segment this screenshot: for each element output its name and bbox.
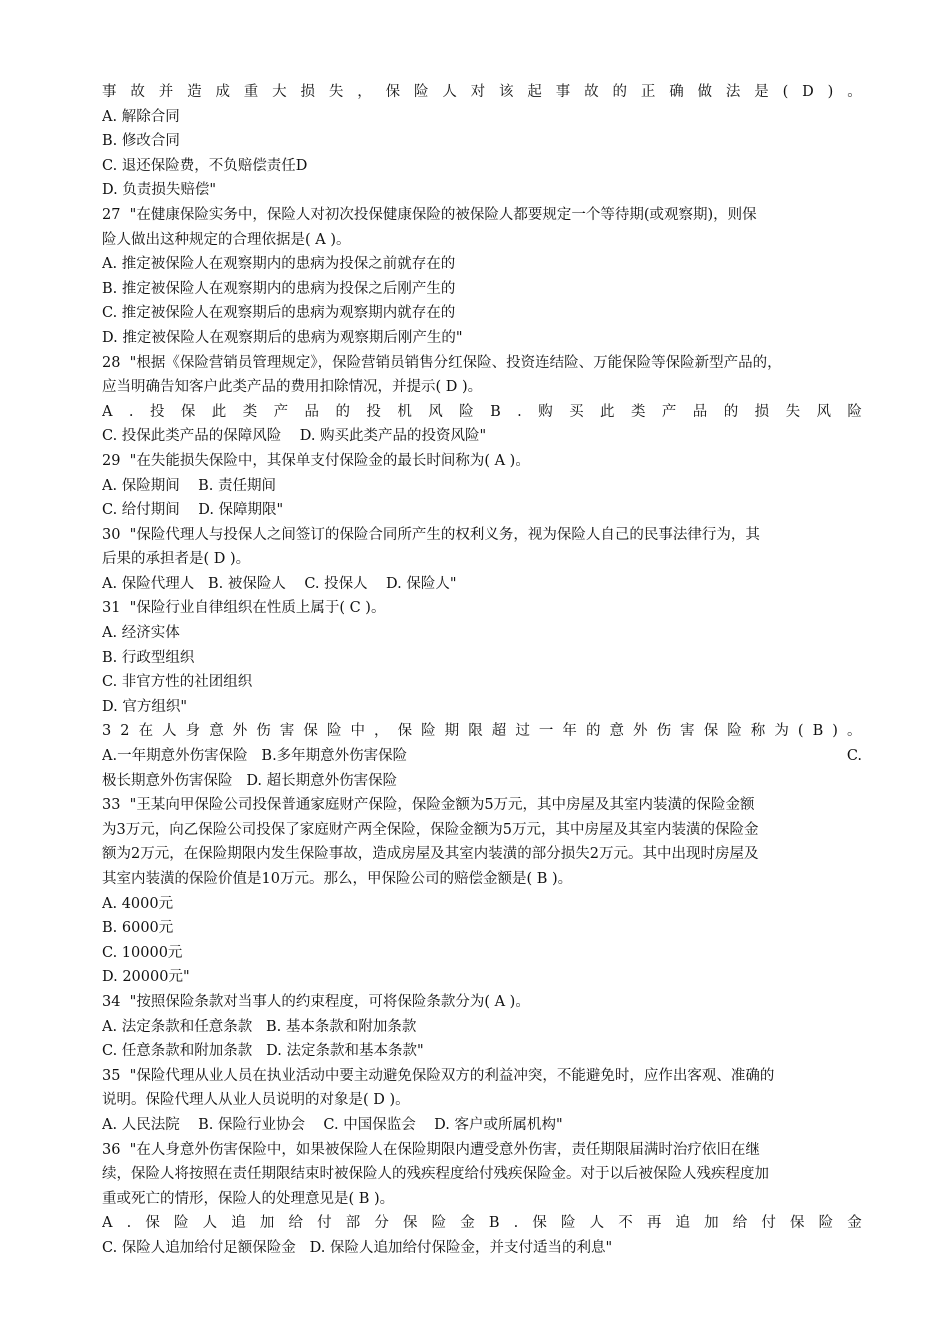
- text-line: 说明。保险代理人从业人员说明的对象是( D )。: [102, 1092, 410, 1109]
- text-line: C. 推定被保险人在观察期后的患病为观察期内就存在的: [102, 305, 456, 322]
- text-line: [102, 744, 862, 769]
- text-line: 应当明确告知客户此类产品的费用扣除情况，并提示( D )。: [102, 379, 483, 396]
- text-line: C. 非官方性的社团组织: [102, 674, 253, 691]
- text-line: 29 "在失能损失保险中，其保单支付保险金的最长时间称为( A )。: [102, 452, 530, 469]
- text-line: 险人做出这种规定的合理依据是( A )。: [102, 231, 351, 248]
- text-line: D. 官方组织": [102, 698, 187, 715]
- text-line: A . 保 险 人 追 加 给 付 部 分 保 险 金 B . 保 险 人 不 再 追 加 给 付 保 险 金: [102, 1215, 862, 1232]
- text-line: A. 经济实体: [102, 625, 180, 642]
- text-line: A. 保险期间 B. 责任期间: [102, 477, 276, 494]
- text-line: 续，保险人将按照在责任期限结束时被保险人的残疾程度给付残疾保险金。对于以后被保险人残疾程度加: [102, 1166, 769, 1183]
- text-line: 33 "王某向甲保险公司投保普通家庭财产保险，保险金额为5万元，其中房屋及其室内装潢的保险金额: [102, 797, 755, 814]
- text-line: A. 推定被保险人在观察期内的患病为投保之前就存在的: [102, 256, 456, 273]
- text-line: C. 投保此类产品的保障风险 D. 购买此类产品的投资风险": [102, 428, 487, 445]
- text-line: 为3万元，向乙保险公司投保了家庭财产两全保险，保险金额为5万元，其中房屋及其室内装潢的保险金: [102, 821, 759, 838]
- text-line: 后果的承担者是( D )。: [102, 551, 251, 568]
- text-line: A. 4000元: [102, 895, 174, 912]
- line-right-text: C.: [846, 748, 862, 765]
- text-line: C. 退还保险费，不负赔偿责任D: [102, 157, 308, 174]
- text-line: D. 推定被保险人在观察期后的患病为观察期后刚产生的": [102, 329, 463, 346]
- text-line: B. 修改合同: [102, 133, 180, 150]
- text-line: 3 2 在 人 身 意 外 伤 害 保 险 中 ， 保 险 期 限 超 过 一 年 的 意 外 伤 害 保 险 称 为 ( B ) 。: [102, 723, 862, 740]
- text-line: A. 法定条款和任意条款 B. 基本条款和附加条款: [102, 1018, 417, 1035]
- text-line: B. 推定被保险人在观察期内的患病为投保之后刚产生的: [102, 280, 456, 297]
- text-line: 36 "在人身意外伤害保险中，如果被保险人在保险期限内遭受意外伤害，责任期限届满时治疗依旧在继: [102, 1141, 760, 1158]
- text-line: 其室内装潢的保险价值是10万元。那么，甲保险公司的赔偿金额是( B )。: [102, 871, 573, 887]
- text-line: C. 给付期间 D. 保障期限": [102, 502, 284, 519]
- text-line: 极长期意外伤害保险 D. 超长期意外伤害保险: [102, 772, 398, 789]
- text-line: 27 "在健康保险实务中，保险人对初次投保健康保险的被保险人都要规定一个等待期(或观察期)，则保: [102, 206, 757, 223]
- text-line: D. 负责损失赔偿": [102, 182, 216, 199]
- text-line: C. 任意条款和附加条款 D. 法定条款和基本条款": [102, 1043, 424, 1060]
- text-line: D. 20000元": [102, 969, 190, 986]
- text-line: 31 "保险行业自律组织在性质上属于( C )。: [102, 600, 386, 617]
- document-page: [102, 80, 862, 1261]
- text-line: A. 解除合同: [102, 108, 180, 125]
- text-line: C. 10000元: [102, 944, 183, 961]
- text-line: 34 "按照保险条款对当事人的约束程度，可将保险条款分为( A )。: [102, 993, 530, 1010]
- text-line: B. 行政型组织: [102, 649, 195, 666]
- text-line: 额为2万元，在保险期限内发生保险事故，造成房屋及其室内装潢的部分损失2万元。其中出现时房屋及: [102, 846, 759, 863]
- line-left-text: A.一年期意外伤害保险 B.多年期意外伤害保险: [102, 748, 408, 765]
- text-line: 35 "保险代理从业人员在执业活动中要主动避免保险双方的利益冲突，不能避免时，应作出客观、准确的: [102, 1067, 775, 1084]
- text-line: A. 人民法院 B. 保险行业协会 C. 中国保监会 D. 客户或所属机构": [102, 1116, 563, 1133]
- text-line: B. 6000元: [102, 920, 174, 937]
- text-line: 事 故 并 造 成 重 大 损 失 ， 保 险 人 对 该 起 事 故 的 正 确 做 法 是 ( D ) 。: [102, 84, 862, 100]
- text-line: 28 "根据《保险营销员管理规定》，保险营销员销售分红保险、投资连结险、万能保险等保险新型产品的，: [102, 354, 782, 371]
- text-line: C. 保险人追加给付足额保险金 D. 保险人追加给付保险金，并支付适当的利息": [102, 1239, 613, 1256]
- text-line: A. 保险代理人 B. 被保险人 C. 投保人 D. 保险人": [102, 575, 457, 592]
- text-line: 30 "保险代理人与投保人之间签订的保险合同所产生的权利义务，视为保险人自己的民事法律行为，其: [102, 526, 760, 543]
- text-line: A . 投 保 此 类 产 品 的 投 机 风 险 B . 购 买 此 类 产 品 的 损 失 风 险: [102, 403, 862, 420]
- text-line: 重或死亡的情形，保险人的处理意见是( B )。: [102, 1190, 395, 1207]
